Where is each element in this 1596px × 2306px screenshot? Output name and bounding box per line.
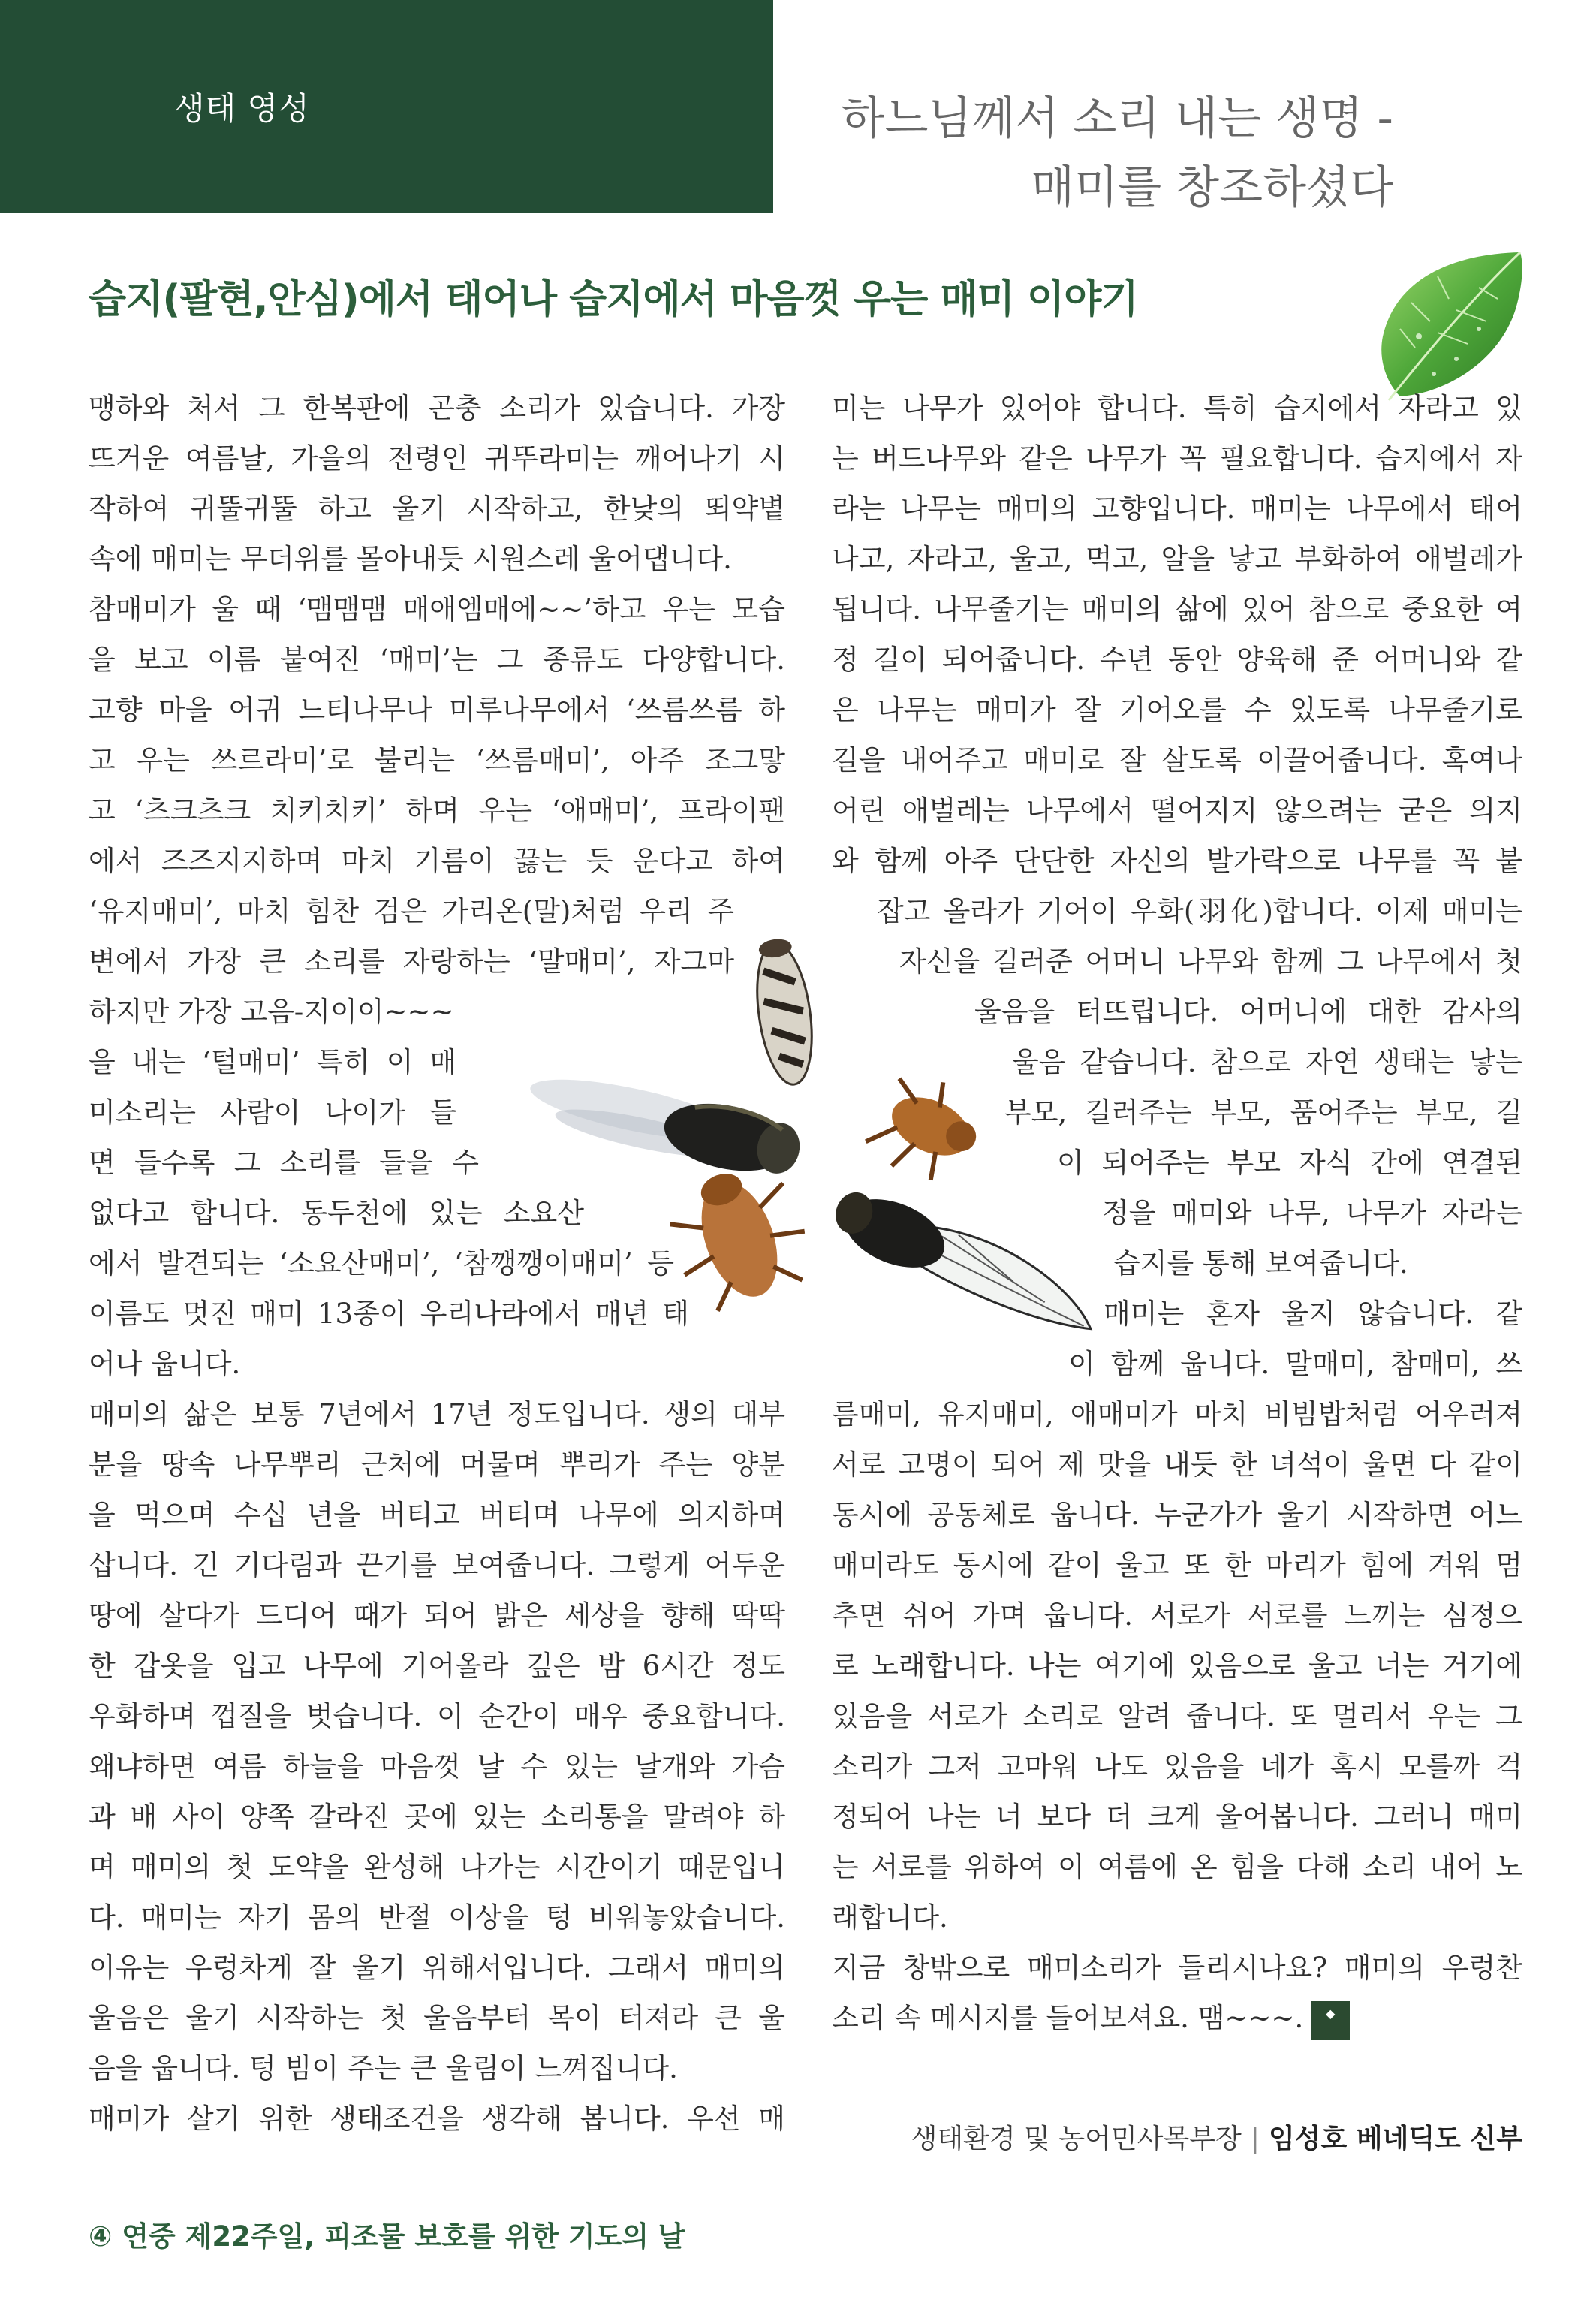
- body-line: 고 ‘츠크츠크 치키치키’ 하며 우는 ‘애매미’, 프라이팬: [89, 794, 785, 827]
- body-line: 어나 웁니다.: [89, 1348, 241, 1380]
- body-line: 을 보고 이름 붙여진 ‘매미’는 그 종류도 다양합니다.: [89, 644, 785, 676]
- body-line: 하지만 가장 고음-지이이~~~: [89, 996, 454, 1028]
- body-line: 나고, 자라고, 울고, 먹고, 알을 낳고 부화하여 애벌레가: [832, 543, 1522, 575]
- body-line: 이 함께 웁니다. 말매미, 참매미, 쓰: [1068, 1348, 1522, 1380]
- body-line: 매미의 삶은 보통 7년에서 17년 정도입니다. 생의 대부: [89, 1398, 785, 1430]
- body-line: 며 매미의 첫 도약을 완성해 나가는 시간이기 때문입니: [89, 1851, 785, 1883]
- body-line: 과 배 사이 양쪽 갈라진 곳에 있는 소리통을 말려야 하: [89, 1801, 785, 1833]
- body-line: 부모, 길러주는 부모, 품어주는 부모, 길: [1004, 1096, 1522, 1129]
- cicada-illustration: [488, 931, 1104, 1359]
- cicada-black-winged: [825, 1182, 1104, 1343]
- cicada-brown-lower: [656, 1153, 820, 1317]
- body-line: 동시에 공동체로 웁니다. 누군가가 울기 시작하면 어느: [832, 1499, 1522, 1531]
- body-line: 면 들수록 그 소리를 들을 수: [89, 1147, 479, 1179]
- body-line: 름매미, 유지매미, 애매미가 마치 비빔밥처럼 어우러져: [832, 1398, 1522, 1430]
- body-line: 로 노래합니다. 나는 여기에 있음으로 울고 너는 거기에: [832, 1650, 1522, 1682]
- body-line: 매미는 혼자 울지 않습니다. 같: [1104, 1298, 1522, 1330]
- body-line: 맹하와 처서 그 한복판에 곤충 소리가 있습니다. 가장: [89, 392, 785, 424]
- body-line: 됩니다. 나무줄기는 매미의 삶에 있어 참으로 중요한 여: [832, 593, 1522, 625]
- cicada-brown-upper: [861, 1063, 992, 1194]
- body-line: 라는 나무는 매미의 고향입니다. 매미는 나무에서 태어: [832, 493, 1522, 525]
- title-line-1: 하느님께서 소리 내는 생명 -: [841, 92, 1393, 145]
- page-footer: ④ 연중 제22주일, 피조물 보호를 위한 기도의 날: [89, 2220, 685, 2253]
- body-line: ‘유지매미’, 마치 힘찬 검은 가리온(말)처럼 우리 주: [89, 895, 734, 927]
- body-line: 자신을 길러준 어머니 나무와 함께 그 나무에서 첫: [899, 945, 1522, 978]
- body-line: 정 길이 되어줍니다. 수년 동안 양육해 준 어머니와 같: [832, 644, 1522, 676]
- cicada-patterned: [748, 936, 819, 1088]
- signature-seal-icon: ◆: [1311, 2001, 1350, 2040]
- body-line: 소리가 그저 고마워 나도 있음을 네가 혹시 모를까 걱: [832, 1750, 1522, 1783]
- body-line: 작하여 귀뚤귀뚤 하고 울기 시작하고, 한낮의 뙤약볕: [89, 493, 785, 525]
- body-line: 는 버드나무와 같은 나무가 꼭 필요합니다. 습지에서 자: [832, 442, 1522, 475]
- title-line-2: 매미를 창조하셨다: [1031, 161, 1393, 214]
- body-line: 와 함께 아주 단단한 자신의 발가락으로 나무를 꼭 붙: [832, 845, 1522, 877]
- body-line: 삽니다. 긴 기다림과 끈기를 보여줍니다. 그렇게 어두운: [89, 1549, 785, 1581]
- body-line: 왜냐하면 여름 하늘을 마음껏 날 수 있는 날개와 가슴: [89, 1750, 785, 1783]
- body-line: 미는 나무가 있어야 합니다. 특히 습지에서 자라고 있: [832, 392, 1522, 424]
- byline-separator: |: [1250, 2124, 1260, 2154]
- body-line: 이름도 멋진 매미 13종이 우리나라에서 매년 태: [89, 1298, 689, 1330]
- body-line: 다. 매미는 자기 몸의 반절 이상을 텅 비워놓았습니다.: [89, 1901, 785, 1934]
- article-subtitle: 습지(팔현,안심)에서 태어나 습지에서 마음껏 우는 매미 이야기: [89, 277, 1138, 322]
- body-line: 추면 쉬어 가며 웁니다. 서로가 서로를 느끼는 심정으: [832, 1599, 1522, 1632]
- body-line: 참매미가 울 때 ‘맴맴맴 매애엠매에~~’하고 우는 모습: [89, 593, 785, 625]
- body-line: 고향 마을 어귀 느티나무나 미루나무에서 ‘쓰름쓰름 하: [89, 694, 785, 726]
- page-title: [718, 84, 1393, 222]
- author-role: 생태환경 및 농어민사목부장: [911, 2124, 1242, 2154]
- body-line: 이유는 우렁차게 잘 울기 위해서입니다. 그래서 매미의: [89, 1952, 785, 1984]
- body-line: 울음은 울기 시작하는 첫 울음부터 목이 터져라 큰 울: [89, 2002, 785, 2034]
- body-line: 길을 내어주고 매미로 잘 살도록 이끌어줍니다. 혹여나: [832, 744, 1522, 776]
- body-line: 서로 고명이 되어 제 맛을 내듯 한 녀석이 울면 다 같이: [832, 1448, 1522, 1481]
- body-line: 매미가 살기 위한 생태조건을 생각해 봅니다. 우선 매: [89, 2103, 785, 2135]
- body-line: 래합니다.: [832, 1901, 948, 1934]
- body-line: 정되어 나는 너 보다 더 크게 울어봅니다. 그러니 매미: [832, 1801, 1522, 1833]
- body-line: 음을 웁니다. 텅 빔이 주는 큰 울림이 느껴집니다.: [89, 2052, 678, 2084]
- leaf-illustration: [1366, 246, 1531, 404]
- header-band: [0, 0, 773, 213]
- body-line: 잡고 올라가 기어이 우화(羽化)합니다. 이제 매미는: [877, 895, 1522, 927]
- body-line: 울음을 터뜨립니다. 어머니에 대한 감사의: [974, 996, 1522, 1028]
- cicada-black-large: [522, 1064, 806, 1183]
- body-line: 분을 땅속 나무뿌리 근처에 머물며 뿌리가 주는 양분: [89, 1448, 785, 1481]
- body-line: 에서 발견되는 ‘소요산매미’, ‘참깽깽이매미’ 등: [89, 1247, 674, 1280]
- body-line: 고 우는 쓰르라미’로 불리는 ‘쓰름매미’, 아주 조그맣: [89, 744, 785, 776]
- body-line: 어린 애벌레는 나무에서 떨어지지 않으려는 굳은 의지: [832, 794, 1522, 827]
- body-line: 을 내는 ‘털매미’ 특히 이 매: [89, 1046, 456, 1078]
- body-line-text: 소리 속 메시지를 들어보셔요. 맴~~~.: [832, 2002, 1304, 2034]
- body-line: 지금 창밖으로 매미소리가 들리시나요? 매미의 우렁찬: [832, 1952, 1522, 1984]
- body-line: 땅에 살다가 드디어 때가 되어 밝은 세상을 향해 딱딱: [89, 1599, 785, 1632]
- body-line: 은 나무는 매미가 잘 기어오를 수 있도록 나무줄기로: [832, 694, 1522, 726]
- body-line: 는 서로를 위하여 이 여름에 온 힘을 다해 소리 내어 노: [832, 1851, 1522, 1883]
- body-line: 없다고 합니다. 동두천에 있는 소요산: [89, 1197, 584, 1229]
- author-name: 임성호 베네딕도 신부: [1268, 2124, 1522, 2154]
- body-line: 변에서 가장 큰 소리를 자랑하는 ‘말매미’, 자그마: [89, 945, 734, 978]
- body-line: 속에 매미는 무더위를 몰아내듯 시원스레 울어댑니다.: [89, 543, 732, 575]
- author-byline: [911, 2118, 1522, 2156]
- body-line: 뜨거운 여름날, 가을의 전령인 귀뚜라미는 깨어나기 시: [89, 442, 785, 475]
- body-line: 우화하며 껍질을 벗습니다. 이 순간이 매우 중요합니다.: [89, 1700, 785, 1732]
- body-line: 이 되어주는 부모 자식 간에 연결된: [1057, 1147, 1522, 1179]
- body-line: 습지를 통해 보여줍니다.: [1113, 1247, 1408, 1280]
- body-line: 에서 즈즈지지하며 마치 기름이 끓는 듯 운다고 하여: [89, 845, 785, 877]
- section-label: 생태 영성: [174, 90, 310, 127]
- body-line: 울음 같습니다. 참으로 자연 생태는 낳는: [1012, 1046, 1522, 1078]
- body-line: 정을 매미와 나무, 나무가 자라는: [1102, 1197, 1522, 1229]
- body-line: 을 먹으며 수십 년을 버티고 버티며 나무에 의지하며: [89, 1499, 785, 1531]
- body-line: [832, 1993, 1522, 2043]
- body-line: 미소리는 사람이 나이가 들: [89, 1096, 456, 1129]
- body-line: 있음을 서로가 소리로 알려 줍니다. 또 멀리서 우는 그: [832, 1700, 1522, 1732]
- body-line: 한 갑옷을 입고 나무에 기어올라 깊은 밤 6시간 정도: [89, 1650, 785, 1682]
- body-line: 매미라도 동시에 같이 울고 또 한 마리가 힘에 겨워 멈: [832, 1549, 1522, 1581]
